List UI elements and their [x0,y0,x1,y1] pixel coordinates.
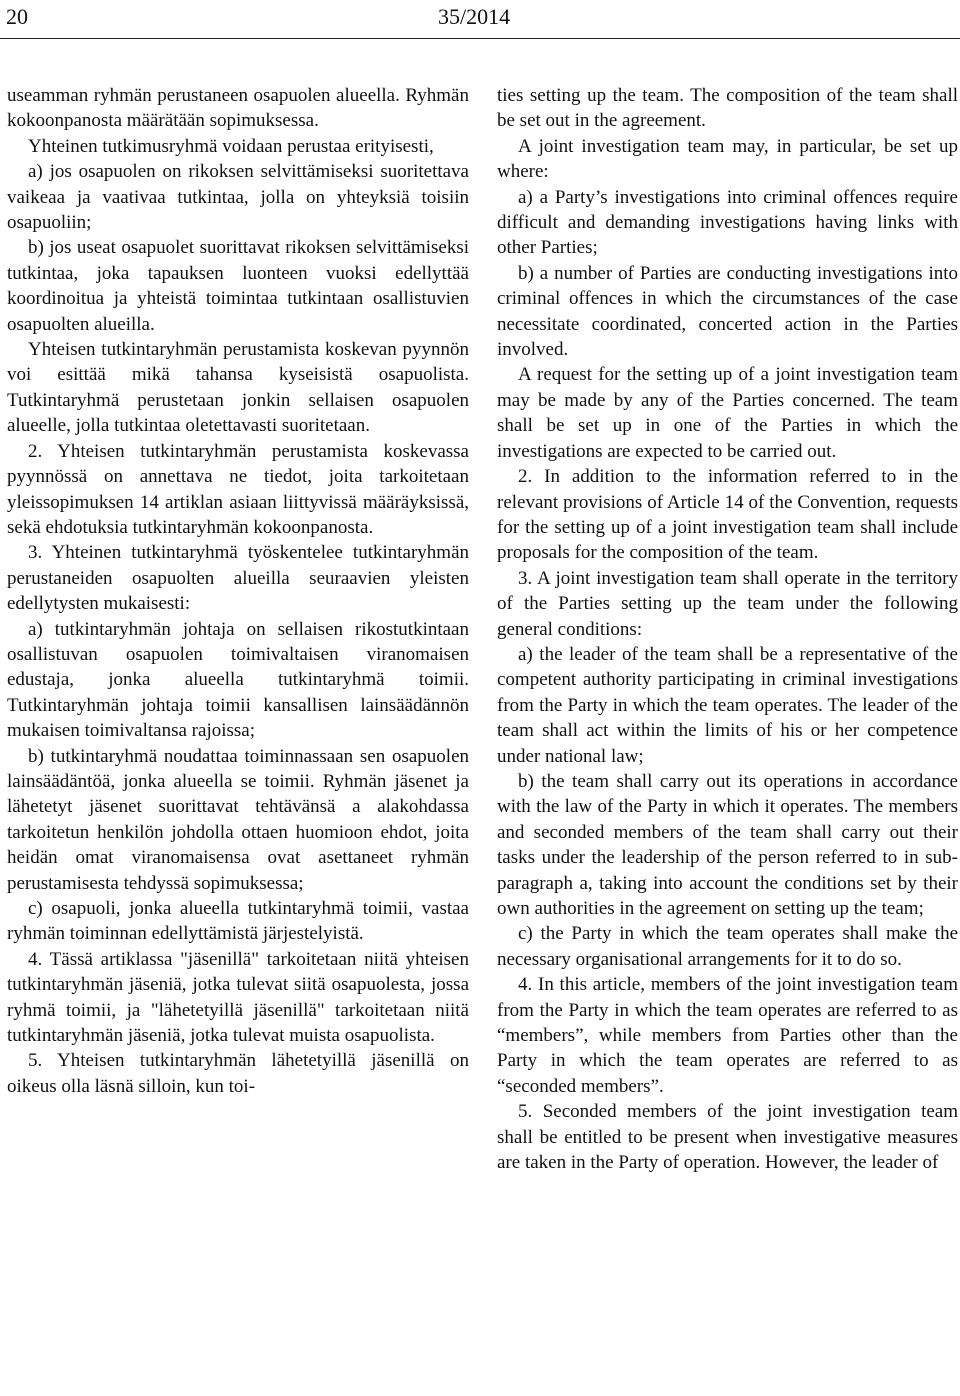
paragraph: b) a number of Parties are conducting investigations into criminal offences in which the circumstances of the case necessitate coordinated, concerted action in the Parties involved. [497,262,958,361]
header-divider [0,38,960,39]
paragraph: a) jos osapuolen on rikoksen selvittämiseksi suoritettava vaikeaa ja vaativaa tutkintaa, jolla on yhteyksiä toisiin osapuoliin; [7,161,469,234]
paragraph: b) the team shall carry out its operations in accordance with the law of the Party in which it operates. The members and seconded members of the team shall carry out their tasks under the leadership of the person referred to in sub-paragraph a, taking into account the conditions set by their own authorities in the agreement on setting up the team; [497,770,958,919]
paragraph: 2. In addition to the information referred to in the relevant provisions of Article 14 of the Convention, requests for the setting up of a joint investigation team shall include proposals for the composition of the team. [497,466,958,564]
paragraph: useamman ryhmän perustaneen osapuolen alueella. Ryhmän kokoonpanosta määrätään sopimuksessa. [7,85,469,132]
paragraph: Yhteisen tutkintaryhmän perustamista koskevan pyynnön voi esittää mikä tahansa kyseisistä osapuolista. Tutkintaryhmä perustetaan jonkin sellaisen osapuolen alueelle, jolla tutkintaa oletettavasti suoritetaan. [7,339,469,437]
paragraph: 5. Seconded members of the joint investigation team shall be entitled to be present when investigative measures are taken in the Party of operation. However, the leader of [497,1101,958,1174]
paragraph: c) osapuoli, jonka alueella tutkintaryhmä toimii, vastaa ryhmän toiminnan edellyttämistä järjestelyistä. [7,898,469,945]
paragraph: 3. A joint investigation team shall operate in the territory of the Parties setting up the team under the following general conditions: [497,567,958,640]
english-text-column [497,83,958,1175]
paragraph: ties setting up the team. The composition of the team shall be set out in the agreement. [497,85,958,132]
page-number: 20 [6,4,28,29]
paragraph: a) a Party’s investigations into criminal offences require difficult and demanding investigations having links with other Parties; [497,186,958,259]
issue-number: 35/2014 [438,4,511,29]
paragraph: b) jos useat osapuolet suorittavat rikoksen selvittämiseksi tutkintaa, joka tapauksen luonteen vuoksi edellyttää koordinoitua ja yhteistä toimintaa tutkintaan osallistuvien osapuolten alueilla. [7,237,469,335]
paragraph: A joint investigation team may, in particular, be set up where: [497,135,958,183]
finnish-text-column [7,83,469,1099]
paragraph: 3. Yhteinen tutkintaryhmä työskentelee tutkintaryhmän perustaneiden osapuolten alueilla seuraavien yleisten edellytysten mukaisesti: [7,542,469,615]
paragraph: Yhteinen tutkimusryhmä voidaan perustaa erityisesti, [28,135,434,157]
paragraph: 4. In this article, members of the joint investigation team from the Party in which the team operates are referred to as “members”, while members from Parties other than the Party in which the team operates are referred to as “seconded members”. [497,974,958,1097]
paragraph: A request for the setting up of a joint investigation team may be made by any of the Parties concerned. The team shall be set up in one of the Parties in which the investigations are expected to be carried out. [497,364,958,462]
paragraph: 4. Tässä artiklassa "jäsenillä" tarkoitetaan niitä yhteisen tutkintaryhmän jäseniä, jotka tulevat siitä osapuolesta, jossa ryhmä toimii, ja "lähetetyillä jäsenillä" tarkoitetaan niitä tutkintaryhmän jäseniä, jotka tulevat muista osapuolista. [7,948,469,1047]
paragraph: a) the leader of the team shall be a representative of the competent authority participating in criminal investigations from the Party in which the team operates. The leader of the team shall act within the limits of his or her competence under national law; [497,643,958,767]
page-header [0,0,960,40]
paragraph: c) the Party in which the team operates shall make the necessary organisational arrangements for it to do so. [497,923,958,970]
paragraph: 5. Yhteisen tutkintaryhmän lähetetyillä jäsenillä on oikeus olla läsnä silloin, kun toi- [7,1050,469,1097]
paragraph: a) tutkintaryhmän johtaja on sellaisen rikostutkintaan osallistuvan osapuolen toimivaltaisen viranomaisen edustaja, jonka alueella tutkintaryhmä toimii. Tutkintaryhmän johtaja toimii kansallisen lainsäädännön mukaisen toimivaltansa rajoissa; [7,618,469,742]
paragraph: b) tutkintaryhmä noudattaa toiminnassaan sen osapuolen lainsäädäntöä, jonka alueella se toimii. Ryhmän jäsenet ja lähetetyt jäsenet suorittavat tehtävänsä a alakohdassa tarkoitetun henkilön johdolla ottaen huomioon ehdot, joita heidän omat viranomaisensa ovat asettaneet ryhmän perustamisesta tehdyssä sopimuksessa; [7,745,469,894]
paragraph: 2. Yhteisen tutkintaryhmän perustamista koskevassa pyynnössä on annettava ne tiedot, joita tarkoitetaan yleissopimuksen 14 artiklan asiaan liittyvissä määräyksissä, sekä ehdotuksia tutkintaryhmän kokoonpanosta. [7,440,469,538]
